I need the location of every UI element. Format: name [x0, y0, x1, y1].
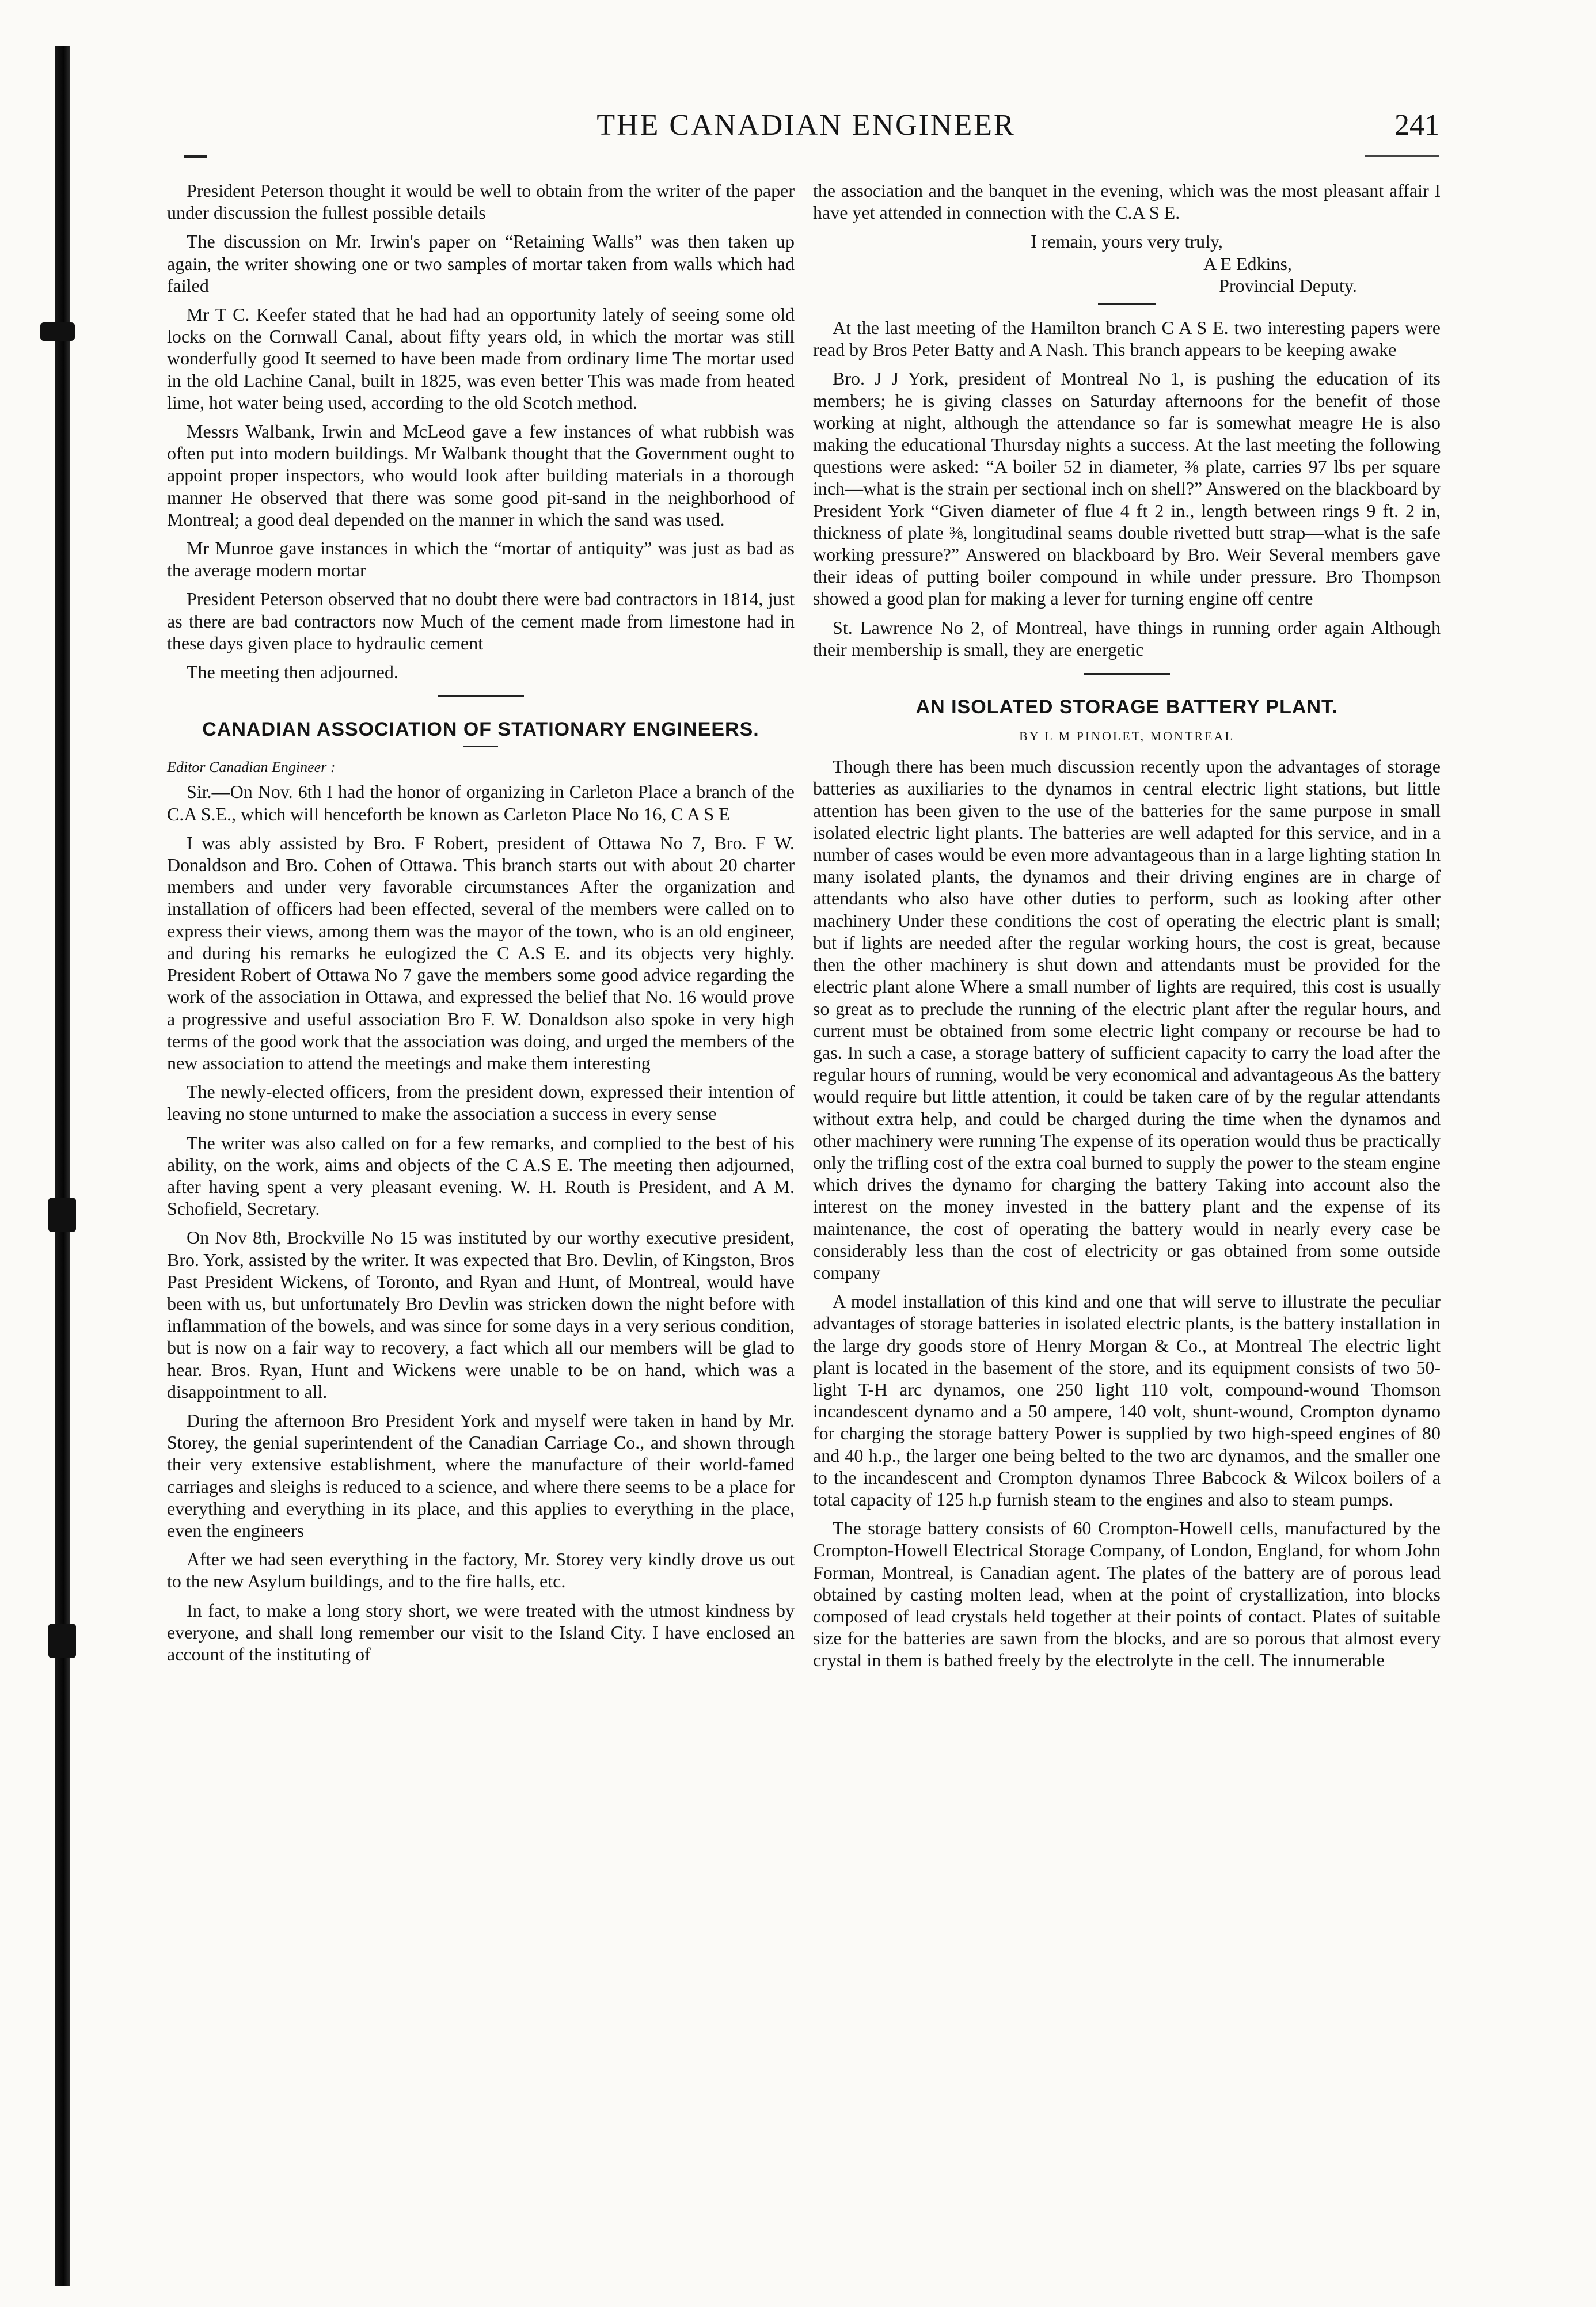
paragraph: On Nov 8th, Brockville No 15 was instituted by our worthy executive president, Bro. York, assisted by the writer. It was expected that Bro. Devlin, of Kingston, Bros Past President Wickens, of Toronto, and Ryan and Hunt, of Montreal, would have been with us, but unfortunately Bro Devlin was stricken down the night before with inflammation of the bowels, and was since for some days in a very serious condition, but is now on a fair way to recovery, a fact which all our members will be glad to hear. Bros. Ryan, Hunt and Wickens were unable to be on hand, which was a disappointment to all. — [167, 1227, 795, 1402]
paragraph: The storage battery consists of 60 Crompton-Howell cells, manufactured by the Crompton-Howell Electrical Storage Company, of London, England, for whom John Forman, Montreal, is Canadian agent. The plates of the battery are of porous lead obtained by casting molten lead, when at the point of crystallization, into blocks composed of lead crystals held together at their points of contact. Plates of suitable size for the batteries are sawn from the blocks, and are so porous that almost every crystal in them is bathed freely by the electrolyte in the cell. The innumerable — [813, 1518, 1441, 1671]
section-heading: CANADIAN ASSOCIATION OF STATIONARY ENGINEERS. — [202, 719, 759, 741]
paragraph: President Peterson observed that no doubt there were bad contractors in 1814, just as there are bad contractors now Much of the cement made from limestone had in these days given place to hydraulic cement — [167, 588, 795, 653]
journal-title: THE CANADIAN ENGINEER — [596, 109, 1016, 142]
signature-title: Provincial Deputy. — [1219, 275, 1357, 296]
section-divider — [438, 695, 524, 697]
paragraph: Messrs Walbank, Irwin and McLeod gave a few instances of what rubbish was often put into modern buildings. Mr Walbank thought that the Government ought to appoint proper inspectors, who would look after building materials in a thorough manner He observed that there was some good pit-sand in the neighborhood of Montreal; a good deal depended on the manner in which the sand was used. — [167, 421, 795, 530]
section-heading: AN ISOLATED STORAGE BATTERY PLANT. — [915, 696, 1338, 719]
binding-clip-mark — [48, 1624, 76, 1658]
paragraph: Sir.—On Nov. 6th I had the honor of organizing in Carleton Place a branch of the C.A S.E., which will henceforth be known as Carleton Place No 16, C A S E — [167, 781, 795, 824]
section-divider — [1084, 673, 1170, 675]
editor-salutation: Editor Canadian Engineer : — [167, 759, 336, 776]
header-rule-right — [1365, 155, 1439, 157]
paragraph: At the last meeting of the Hamilton branch C A S E. two interesting papers were read by Bros Peter Batty and A Nash. This branch appears to be keeping awake — [813, 317, 1441, 360]
paragraph: Mr Munroe gave instances in which the “mortar of antiquity” was just as bad as the average modern mortar — [167, 538, 795, 581]
paragraph: A model installation of this kind and one that will serve to illustrate the peculiar advantages of storage batteries in isolated electric plants, is the battery installation in the large dry goods store of Henry Morgan & Co., at Montreal The electric light plant is located in the basement of the store, and its equipment consists of two 50-light T-H arc dynamos, one 250 light 110 volt, compound-wound Thomson incandescent dynamo and a 50 ampere, 140 volt, shunt-wound, Crompton dynamo for charging the storage battery Power is supplied by two high-speed engines of 80 and 40 h.p., the larger one being belted to the two arc dynamos, and the smaller one to the incandescent and Crompton dynamos Three Babcock & Wilcox boilers of a total capacity of 125 h.p furnish steam to the engines and also to steam pumps. — [813, 1291, 1441, 1510]
section-divider — [1098, 303, 1156, 305]
paragraph: Bro. J J York, president of Montreal No 1, is pushing the education of its members; he is giving classes on Saturday afternoons for the benefit of those working at night, although the attendance so far is somewhat meagre He is also making the educational Thursday nights a success. At the last meeting the following questions were asked: “A boiler 52 in diameter, ⅜ plate, carries 97 lbs per square inch—what is the strain per sectional inch on shell?” Answered on the blackboard by President York “Given diameter of flue 4 ft 2 in., length between rings 9 ft. 2 in, thickness of plate ⅜, longitudinal seams double rivetted butt strap—what is the safe working pressure?” Answered on blackboard by Bro. Weir Several members gave their ideas of putting boiler compound in while under pressure. Bro Thompson showed a good plan for making a lever for turning engine off centre — [813, 368, 1441, 609]
paragraph: The meeting then adjourned. — [187, 662, 398, 683]
paragraph: During the afternoon Bro President York and myself were taken in hand by Mr. Storey, the genial superintendent of the Canadian Carriage Co., and shown through their very extensive establishment, where the manufacture of their world-famed carriages and sleighs is reduced to a science, and where there seems to be a place for everything and everything in its place, and this applies to everything in the place, even the engineers — [167, 1409, 795, 1541]
paragraph: Mr T C. Keefer stated that he had had an opportunity lately of seeing some old locks on the Cornwall Canal, about fifty years old, in which the mortar was still wonderfully good It seemed to have been made from ordinary lime The mortar used in the old Lachine Canal, built in 1825, was even better This was made from heated lime, hot water being used, according to the old Scotch method. — [167, 304, 795, 413]
heading-rule — [463, 746, 498, 747]
paragraph: Though there has been much discussion recently upon the advantages of storage batteries as auxiliaries to the dynamos in central electric light stations, but little attention has been given to the use of the batteries for the same purpose in small isolated electric light plants. The batteries are well adapted for this service, and in a number of cases would be even more advantageous than in a large lighting station In many isolated plants, the dynamos and their driving engines are in charge of attendants who also have other duties to perform, such as looking after other machinery Under these conditions the cost of operating the electric plant is small; but if lights are needed after the regular working hours, the cost is great, because then the other machinery is shut down and attendants must be provided for the electric plant alone Where a small number of lights are required, this cost is usually so great as to preclude the running of the electric plant after the regular hours, and current must be obtained from some electric light company or recourse be had to gas. In such a case, a storage battery of sufficient capacity to carry the load after the regular hours of running, would be very economical and advantageous As the battery would require but little attention, it could be taken care of by the regular attendants without extra help, and could be charged during the time when the dynamos and other machinery were running The expense of its operation would thus be practically only the trifling cost of the extra coal burned to supply the power to the steam engine which drives the dynamo for charging the battery Taking into account also the interest on the money invested in the battery plant and the expense of its maintenance, the cost of operating the battery would in nearly every case be considerably less than the cost of electricity or gas obtained from some outside company — [813, 756, 1441, 1283]
article-byline: BY L M PINOLET, MONTREAL — [1019, 729, 1234, 744]
page-binding-edge — [55, 46, 70, 2286]
page-number: 241 — [1394, 109, 1439, 142]
header-rule-left — [184, 155, 207, 158]
paragraph: The newly-elected officers, from the president down, expressed their intention of leaving no stone unturned to make the association a success in every sense — [167, 1081, 795, 1124]
page-header — [173, 102, 1439, 154]
left-column — [167, 180, 795, 1672]
paragraph: St. Lawrence No 2, of Montreal, have things in running order again Although their membership is small, they are energetic — [813, 617, 1441, 660]
paragraph: President Peterson thought it would be well to obtain from the writer of the paper under discussion the fullest possible details — [167, 180, 795, 223]
paragraph: I was ably assisted by Bro. F Robert, president of Ottawa No 7, Bro. F W. Donaldson and Bro. Cohen of Ottawa. This branch starts out with about 20 charter members and under very favorable circumstances After the organization and installation of officers had been effected, several of the members were called on to express their views, among them was the mayor of the town, who is an old engineer, and during his remarks he eulogized the C A.S E. and its objects very highly. President Robert of Ottawa No 7 gave the members some good advice regarding the work of the association in Ottawa, and expressed the belief that No. 16 would prove a progressive and useful association Bro F. W. Donaldson also spoke in very high terms of the good work that the association was doing, and urged the members of the new association to attend the meetings and make them interesting — [167, 832, 795, 1073]
signature-name: A E Edkins, — [1203, 253, 1292, 274]
closing-line: I remain, yours very truly, — [1031, 231, 1223, 252]
binding-clip-mark — [48, 1198, 76, 1232]
paragraph: In fact, to make a long story short, we were treated with the utmost kindness by everyone, and shall long remember our visit to the Island City. I have enclosed an account of the instituting of — [167, 1599, 795, 1664]
binding-clip-mark — [40, 322, 75, 341]
paragraph: The discussion on Mr. Irwin's paper on “Retaining Walls” was then taken up again, the writer showing one or two samples of mortar taken from walls which had failed — [167, 231, 795, 296]
paragraph: After we had seen everything in the factory, Mr. Storey very kindly drove us out to the new Asylum buildings, and to the fire halls, etc. — [167, 1549, 795, 1592]
paragraph: the association and the banquet in the evening, which was the most pleasant affair I have yet attended in connection with the C.A S E. — [813, 180, 1441, 223]
paragraph: The writer was also called on for a few remarks, and complied to the best of his ability, on the work, aims and objects of the C A.S E. The meeting then adjourned, after having spent a very pleasant evening. W. H. Routh is President, and A M. Schofield, Secretary. — [167, 1132, 795, 1219]
right-column — [813, 180, 1441, 1678]
